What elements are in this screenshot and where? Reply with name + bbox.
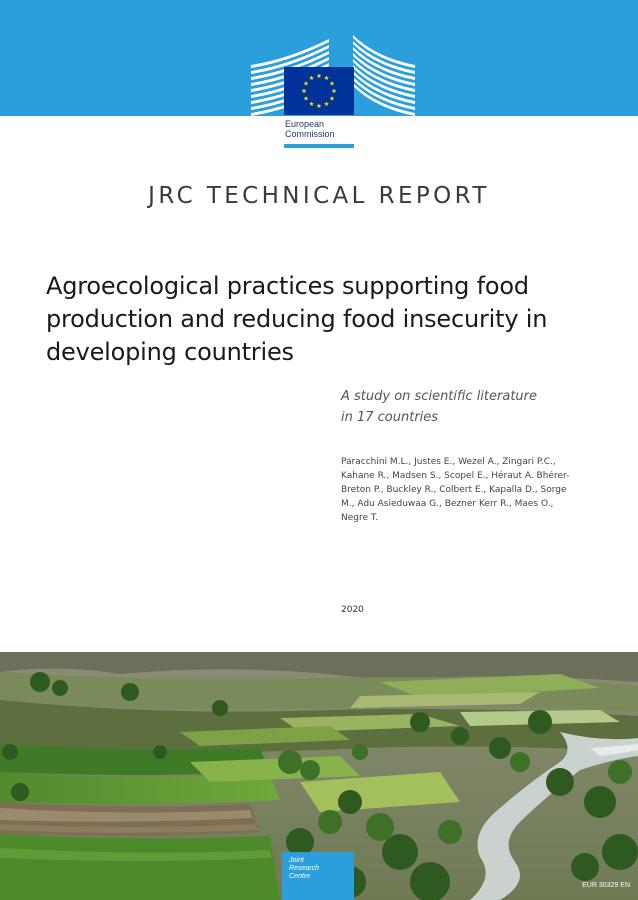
author-line-1: Paracchini M.L., Justes E., Wezel A., Zingari P.C., [341,457,556,467]
author-list [341,455,591,525]
report-subtitle [341,386,591,428]
report-title: Agroecological practices supporting food production and reducing food insecurity in developing countries [46,272,548,366]
ec-logo-line1: European [285,119,325,129]
subtitle-line-1: A study on scientific literature [341,389,538,404]
jrc-badge [282,852,354,900]
subtitle-line-2: in 17 countries [341,410,439,425]
ec-logo-line2: Commission [285,129,335,139]
publication-year: 2020 [341,605,364,615]
ec-logo-underline [284,144,354,148]
author-line-2: Kahane R., Madsen S., Scopel E., Héraut A. Bhérer- [341,471,570,481]
jrc-line-3: Centre [289,873,311,880]
eur-report-code: EUR 30329 EN [582,882,630,889]
european-commission-logo [249,35,417,150]
ec-building-logo-icon [249,35,417,119]
author-line-5: Negre T. [341,513,379,523]
jrc-badge-text [289,857,319,881]
jrc-line-2: Research [289,865,319,872]
ec-logo-text [285,119,335,139]
author-line-4: M., Adu Asieduwaa G., Bezner Kerr R., Maes O., [341,499,554,509]
jrc-line-1: Joint [289,857,304,864]
author-line-3: Breton P., Buckley R., Colbert E., Kapalla D., Sorge [341,485,567,495]
report-type-heading: JRC TECHNICAL REPORT [148,183,490,209]
